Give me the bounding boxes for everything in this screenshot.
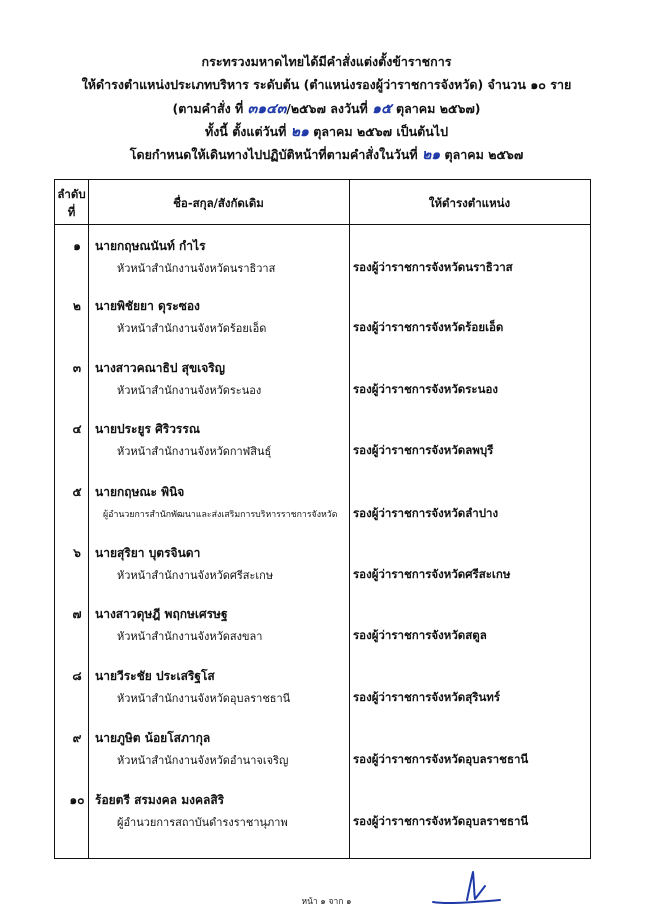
new-position: รองผู้ว่าราชการจังหวัดลำปาง [353, 506, 499, 520]
travel-day: ๒๑ [421, 147, 441, 163]
original-office: หัวหน้าสำนักงานจังหวัดศรีสะเกษ [117, 569, 274, 582]
header-line-4: ทั้งนี้ ตั้งแต่วันที่ ๒๑ ตุลาคม ๒๕๖๗ เป็นต้นไป [204, 124, 449, 140]
new-position: รองผู้ว่าราชการจังหวัดระนอง [353, 382, 498, 396]
original-office: หัวหน้าสำนักงานจังหวัดระนอง [117, 384, 262, 397]
new-position: รองผู้ว่าราชการจังหวัดอุบลราชธานี [353, 814, 529, 828]
person-name: นายกฤษณนันท์ กำไร [95, 239, 206, 253]
header-line-2: ให้ดำรงตำแหน่งประเภทบริหาร ระดับต้น (ตำแหน่งรองผู้ว่าราชการจังหวัด) จำนวน ๑๐ ราย [81, 77, 572, 92]
row-number: ๔ [72, 422, 82, 436]
person-name: นายกฤษณะ พินิจ [95, 485, 185, 499]
person-name: นายสุริยา บุตรจินดา [95, 546, 201, 560]
row-number: ๖ [73, 546, 81, 560]
header-line-1: กระทรวงมหาดไทยได้มีคำสั่งแต่งตั้งข้าราชการ [201, 54, 452, 69]
order-day: ๑๕ [372, 101, 392, 117]
row-number: ๒ [73, 299, 81, 313]
appointment-table [54, 179, 591, 859]
person-name: นายภูษิต น้อยโสภากุล [95, 731, 211, 745]
original-office: หัวหน้าสำนักงานจังหวัดนราธิวาส [117, 262, 276, 275]
header-divider [55, 224, 590, 225]
new-position: รองผู้ว่าราชการจังหวัดลพบุรี [353, 443, 494, 457]
original-office: ผู้อำนวยการสำนักพัฒนาและส่งเสริมการบริหารราชการจังหวัด [103, 510, 338, 520]
new-position: รองผู้ว่าราชการจังหวัดร้อยเอ็ด [353, 320, 504, 334]
col-divider-2 [349, 180, 350, 858]
new-position: รองผู้ว่าราชการจังหวัดสุรินทร์ [353, 690, 501, 704]
person-name: นายประยูร ศิริวรรณ [95, 422, 200, 436]
original-office: หัวหน้าสำนักงานจังหวัดร้อยเอ็ด [117, 322, 267, 335]
row-number: ๘ [72, 669, 82, 683]
header-line-5: โดยกำหนดให้เดินทางไปปฏิบัติหน้าที่ตามคำสั่งในวันที่ ๒๑ ตุลาคม ๒๕๖๗ [129, 147, 524, 163]
original-office: หัวหน้าสำนักงานจังหวัดสงขลา [117, 630, 263, 643]
row-number: ๑๐ [69, 793, 85, 807]
col-header-position: ให้ดำรงตำแหน่ง [428, 196, 511, 210]
page-number: หน้า ๑ จาก ๑ [301, 897, 352, 907]
person-name: นางสาวคณาธิป สุขเจริญ [95, 361, 225, 375]
col-divider-1 [88, 180, 89, 858]
person-name: นายวีระชัย ประเสริฐโส [95, 669, 215, 683]
row-number: ๗ [72, 607, 82, 621]
order-number: ๓๑๔๓ [247, 101, 287, 117]
person-name: นางสาวดุษฎี พฤกษเศรษฐ [95, 607, 228, 621]
original-office: หัวหน้าสำนักงานจังหวัดอุบลราชธานี [117, 692, 291, 705]
person-name: ร้อยตรี สรมงคล มงคลสิริ [95, 793, 225, 807]
original-office: หัวหน้าสำนักงานจังหวัดอำนาจเจริญ [117, 754, 289, 767]
new-position: รองผู้ว่าราชการจังหวัดอุบลราชธานี [353, 752, 529, 766]
row-number: ๓ [72, 361, 82, 375]
original-office: ผู้อำนวยการสถาบันดำรงราชานุภาพ [117, 816, 288, 829]
new-position: รองผู้ว่าราชการจังหวัดนราธิวาส [353, 260, 513, 274]
original-office: หัวหน้าสำนักงานจังหวัดกาฬสินธุ์ [117, 445, 272, 458]
row-number: ๑ [73, 239, 81, 253]
row-number: ๙ [72, 731, 82, 745]
header-line-3: (ตามคำสั่ง ที่ ๓๑๔๓/๒๕๖๗ ลงวันที่ ๑๕ ตุลาคม ๒๕๖๗) [172, 101, 481, 117]
row-number: ๕ [72, 485, 82, 499]
new-position: รองผู้ว่าราชการจังหวัดสตูล [353, 628, 487, 642]
col-header-no: ลำดับ ที่ [57, 187, 86, 219]
effective-day: ๒๑ [290, 124, 309, 140]
new-position: รองผู้ว่าราชการจังหวัดศรีสะเกษ [353, 567, 511, 581]
person-name: นายพิชัยยา ดุระซอง [95, 299, 200, 313]
col-header-name: ชื่อ-สกุล/สังกัดเดิม [173, 196, 264, 210]
